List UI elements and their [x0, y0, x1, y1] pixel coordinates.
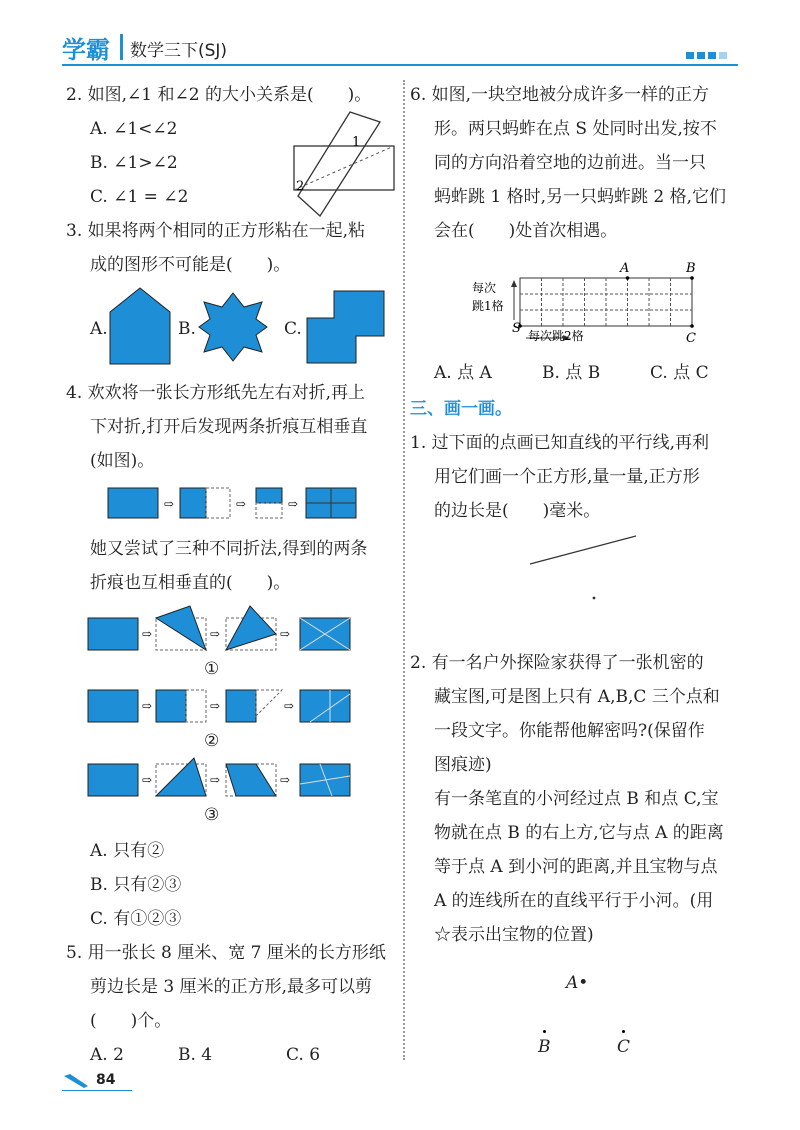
- q6-option-a: A. 点 A: [434, 363, 492, 383]
- d2-line-3: 一段文字。你能帮他解密吗?(保留作: [434, 721, 705, 741]
- q2-option-c: C. ∠1 = ∠2: [90, 187, 189, 207]
- svg-text:⇨: ⇨: [164, 497, 175, 511]
- q4-line-4: 她又尝试了三种不同折法,得到的两条: [90, 539, 368, 559]
- d2-line-2: 藏宝图,可是图上只有 A,B,C 三个点和: [434, 687, 720, 707]
- q6-option-c: C. 点 C: [650, 363, 709, 383]
- q6-point-c: C: [686, 331, 696, 346]
- d1-line-2: 用它们画一个正方形,量一量,正方形: [434, 467, 700, 487]
- q6-line-2: 形。两只蚂蚱在点 S 处同时出发,按不: [434, 119, 717, 139]
- svg-text:⇨: ⇨: [288, 497, 299, 511]
- q2-stem: 2. 如图,∠1 和∠2 的大小关系是( )。: [66, 85, 372, 105]
- svg-text:⇨: ⇨: [142, 699, 153, 713]
- q4-line-5: 折痕也互相垂直的( )。: [90, 573, 291, 593]
- page-number: 84: [96, 1072, 116, 1088]
- svg-text:⇨: ⇨: [142, 773, 153, 787]
- q4-mark-2: ②: [204, 731, 220, 751]
- q5-option-b: B. 4: [178, 1045, 213, 1065]
- q5-line-2: 剪边长是 3 厘米的正方形,最多可以剪: [90, 977, 373, 997]
- footer-rule: [62, 1090, 132, 1091]
- svg-text:⇨: ⇨: [284, 699, 295, 713]
- q5-line-3: ( )个。: [90, 1011, 172, 1031]
- q6-fig-bottom-label: 每次跳2格: [528, 329, 584, 343]
- d2-line-8: A 的连线所在的直线平行于小河。(用: [434, 891, 714, 911]
- book-title: 数学三下(SJ): [130, 41, 228, 61]
- svg-text:⇨: ⇨: [280, 773, 291, 787]
- column-divider: [403, 80, 405, 1060]
- q3-shape-c: [306, 290, 386, 364]
- q6-line-1: 6. 如图,一块空地被分成许多一样的正方: [410, 85, 710, 105]
- d2-point-c-dot: [622, 1030, 625, 1033]
- q5-option-a: A. 2: [90, 1045, 124, 1065]
- q3-label-c: C.: [284, 319, 302, 339]
- q3-line-1: 3. 如果将两个相同的正方形粘在一起,粘: [66, 221, 366, 241]
- header-square-1: [686, 52, 694, 59]
- svg-text:⇨: ⇨: [210, 627, 221, 641]
- d1-given-line: [520, 530, 650, 610]
- q6-point-b: B: [686, 261, 696, 276]
- q4-option-c: C. 有①②③: [90, 909, 182, 929]
- d2-point-b-dot: [543, 1030, 546, 1033]
- q6-line-3: 同的方向沿着空地的边前进。当一只: [434, 153, 706, 173]
- q6-point-s: S: [512, 321, 521, 336]
- brand-logo: 学霸: [62, 36, 110, 64]
- q4-method-1: [86, 604, 356, 664]
- q3-label-a: A.: [90, 319, 108, 339]
- header-square-3: [708, 52, 716, 59]
- q6-fig-left-label-1: 每次: [472, 281, 497, 295]
- q6-point-a: A: [620, 261, 630, 276]
- header-divider: [120, 34, 123, 60]
- d2-line-9: ☆表示出宝物的位置): [434, 925, 594, 945]
- header-square-2: [697, 52, 705, 59]
- q3-line-2: 成的图形不可能是( )。: [90, 255, 291, 275]
- q4-line-2: 下对折,打开后发现两条折痕互相垂直: [90, 417, 368, 437]
- q4-line-1: 4. 欢欢将一张长方形纸先左右对折,再上: [66, 383, 366, 403]
- d2-line-1: 2. 有一名户外探险家获得了一张机密的: [410, 653, 704, 673]
- q6-option-b: B. 点 B: [542, 363, 601, 383]
- q4-mark-3: ③: [204, 805, 220, 825]
- d2-line-4: 图痕迹): [434, 755, 492, 775]
- q5-option-c: C. 6: [286, 1045, 321, 1065]
- svg-text:⇨: ⇨: [280, 627, 291, 641]
- q2-angle-1-label: 1: [352, 135, 361, 150]
- q5-line-1: 5. 用一张长 8 厘米、宽 7 厘米的长方形纸: [66, 943, 386, 963]
- section-title: 三、画一画。: [410, 399, 512, 419]
- q6-line-5: 会在( )处首次相遇。: [434, 221, 618, 241]
- q6-grid-figure: [470, 260, 710, 350]
- q6-line-4: 蚂蚱跳 1 格时,另一只蚂蚱跳 2 格,它们: [434, 187, 727, 207]
- q3-shape-a: [108, 286, 172, 366]
- d1-line-3: 的边长是( )毫米。: [434, 501, 601, 521]
- svg-text:⇨: ⇨: [210, 773, 221, 787]
- svg-text:⇨: ⇨: [210, 699, 221, 713]
- svg-text:⇨: ⇨: [142, 627, 153, 641]
- d2-point-b: B: [538, 1037, 551, 1057]
- q4-option-a: A. 只有②: [90, 841, 165, 861]
- header-rule: [62, 64, 738, 66]
- q4-method-3: [86, 756, 356, 806]
- q4-fold-sequence: [106, 484, 366, 524]
- q3-label-b: B.: [178, 319, 196, 339]
- q2-figure: [290, 110, 400, 220]
- d2-line-7: 等于点 A 到小河的距离,并且宝物与点: [434, 857, 718, 877]
- q4-line-3: (如图)。: [90, 451, 155, 471]
- svg-text:⇨: ⇨: [236, 497, 247, 511]
- d1-line-1: 1. 过下面的点画已知直线的平行线,再利: [410, 433, 710, 453]
- q4-method-2: [86, 684, 356, 730]
- d2-line-6: 物就在点 B 的右上方,它与点 A 的距离: [434, 823, 724, 843]
- d2-point-c: C: [617, 1037, 631, 1057]
- q6-fig-left-label-2: 跳1格: [472, 299, 504, 313]
- q2-option-a: A. ∠1<∠2: [90, 119, 178, 139]
- q2-option-b: B. ∠1>∠2: [90, 153, 178, 173]
- q4-option-b: B. 只有②③: [90, 875, 182, 895]
- d2-point-a: A•: [566, 973, 589, 993]
- pencil-icon: [62, 1072, 92, 1090]
- header-square-4: [719, 52, 727, 59]
- d2-line-5: 有一条笔直的小河经过点 B 和点 C,宝: [434, 789, 719, 809]
- q4-mark-1: ①: [204, 659, 220, 679]
- q3-shape-b: [198, 292, 268, 362]
- q2-angle-2-label: 2: [296, 179, 305, 194]
